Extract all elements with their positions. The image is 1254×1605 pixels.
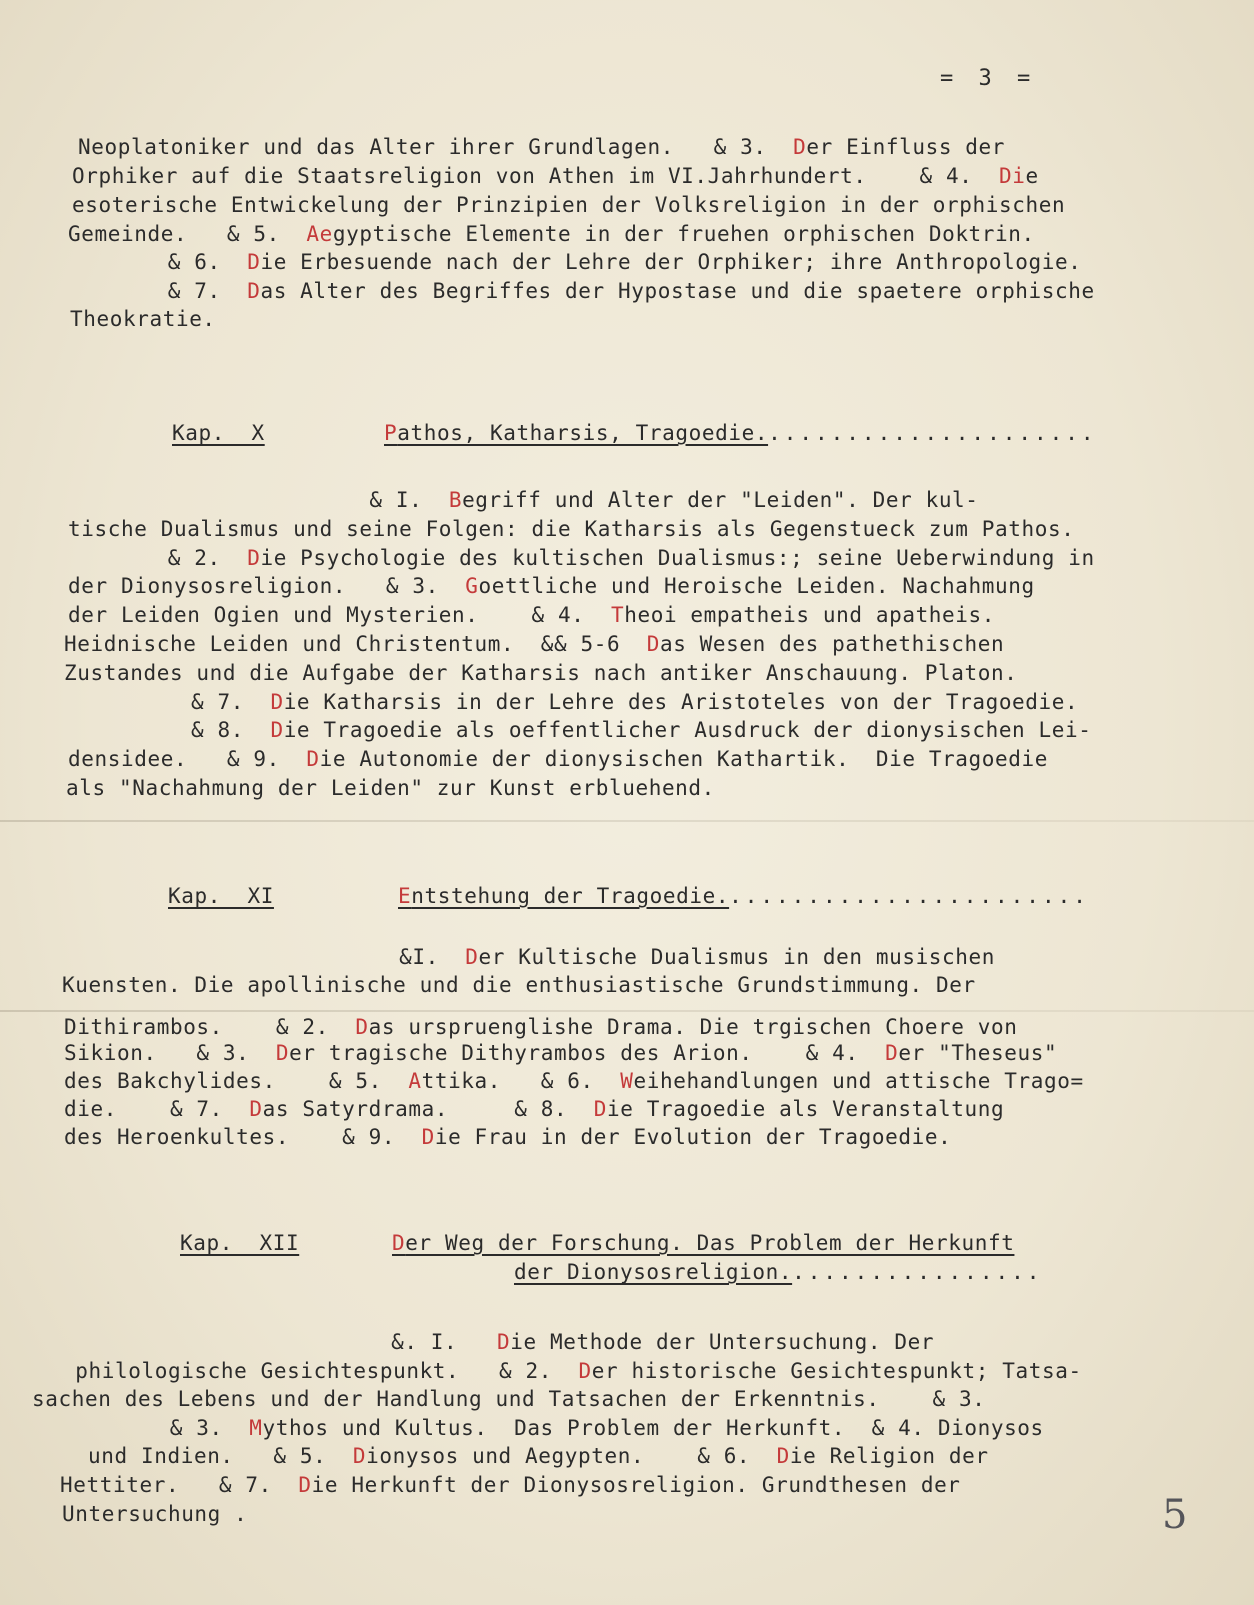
red-initial: D — [392, 1231, 406, 1255]
text-line — [64, 1071, 1084, 1092]
chapter-title — [514, 1260, 1042, 1284]
text-line — [66, 778, 715, 799]
text-run: Heidnische Leiden und Christentum. && 5-6 — [64, 632, 647, 656]
text-line — [78, 137, 1005, 158]
text-run: & 3. — [130, 1416, 250, 1440]
text-run: Dithirambos. & 2. — [64, 1015, 356, 1039]
red-initial: D — [249, 1097, 263, 1121]
text-run: & 2. — [128, 546, 248, 570]
red-initial: D — [421, 1125, 435, 1149]
paper-fold — [0, 820, 1254, 822]
text-line — [68, 224, 1035, 245]
red-initial: D — [247, 546, 261, 570]
text-line — [64, 1099, 1004, 1120]
red-initial: Di — [999, 164, 1026, 188]
red-initial: B — [448, 488, 463, 512]
text-run: & 6. — [128, 250, 248, 274]
text-line — [62, 1361, 1082, 1382]
red-initial: D — [793, 135, 807, 159]
red-initial: T — [610, 603, 625, 627]
paper-fold — [0, 1010, 1254, 1012]
text-run: ythos und Kultus. Das Problem der Herkunft. & 4. Dionysos — [262, 1416, 1044, 1440]
text-run: as Alter des Begriffes der Hypostase und die spaetere orphische — [260, 279, 1095, 303]
text-run: densidee. & 9. — [68, 747, 307, 771]
chapter-label: Kap. XI — [168, 884, 274, 908]
text-run: esoterische Entwickelung der Prinzipien der Volksreligion in der orphischen — [72, 193, 1066, 217]
red-initial: D — [885, 1041, 899, 1065]
text-run: ionysos und Aegypten. & 6. — [366, 1444, 777, 1468]
text-run: Kuensten. Die apollinische und die enthusiastische Grundstimmung. Der — [62, 973, 976, 997]
text-run: des Bakchylides. & 5. — [64, 1069, 409, 1093]
text-line — [64, 1127, 951, 1148]
text-line — [68, 519, 1074, 540]
chapter-title-text — [398, 884, 729, 908]
text-run: die. & 7. — [64, 1097, 250, 1121]
text-line — [88, 1446, 989, 1467]
red-initial: A — [408, 1069, 422, 1093]
red-initial: D — [578, 1359, 592, 1383]
text-run: er "Theseus" — [898, 1041, 1058, 1065]
text-run: er Weg der Forschung. Das Problem der Herkunft — [405, 1231, 1015, 1255]
text-run: & 7. — [138, 690, 271, 714]
text-run: ie Erbesuende nach der Lehre der Orphiker; ihre Anthropologie. — [260, 250, 1082, 274]
text-run: athos, Katharsis, Tragoedie. — [397, 421, 769, 445]
text-line — [68, 576, 1035, 597]
text-run: & I. — [78, 488, 449, 512]
text-line — [128, 281, 1095, 302]
chapter-title-text — [384, 421, 768, 445]
text-run: Gemeinde. & 5. — [68, 222, 307, 246]
text-line — [78, 490, 979, 511]
text-run: ie Herkunft der Dionysosreligion. Grundthesen der — [311, 1473, 961, 1497]
text-line — [60, 1475, 961, 1496]
red-initial: D — [593, 1097, 607, 1121]
text-run: Orphiker auf die Staatsreligion von Athen im VI.Jahrhundert. & 4. — [72, 164, 1000, 188]
red-initial: D — [646, 632, 660, 656]
red-initial: D — [247, 250, 261, 274]
red-initial: D — [298, 1473, 312, 1497]
red-initial: D — [275, 1041, 290, 1065]
red-initial: D — [497, 1330, 511, 1354]
red-initial: W — [620, 1069, 634, 1093]
red-initial: D — [776, 1444, 790, 1468]
text-run: & 7. — [128, 279, 248, 303]
text-line — [68, 749, 1048, 770]
text-line — [72, 166, 1039, 187]
chapter-title-text — [392, 1231, 1014, 1255]
text-run: oettliche und Heroische Leiden. Nachahmung — [478, 574, 1035, 598]
text-line — [130, 1418, 1044, 1439]
text-run: sachen des Lebens und der Handlung und Tatsachen der Erkenntnis. & 3. — [32, 1387, 986, 1411]
text-line — [32, 1389, 986, 1410]
text-run: und Indien. & 5. — [88, 1444, 353, 1468]
text-run: ie Religion der — [789, 1444, 989, 1468]
text-line — [62, 975, 976, 996]
text-run: heoi empatheis und apatheis. — [624, 603, 996, 627]
text-line — [64, 1017, 1018, 1038]
text-run: eihehandlungen und attische Trago= — [633, 1069, 1084, 1093]
red-initial: Ae — [306, 222, 333, 246]
text-line — [68, 947, 995, 968]
text-line — [64, 663, 1018, 684]
text-run: Sikion. & 3. — [64, 1041, 276, 1065]
text-run: Zustandes und die Aufgabe der Katharsis nach antiker Anschauung. Platon. — [64, 661, 1018, 685]
red-initial: M — [249, 1416, 263, 1440]
text-line — [128, 252, 1082, 273]
text-run: der Dionysosreligion. & 3. — [68, 574, 466, 598]
text-line — [68, 605, 995, 626]
text-line — [72, 195, 1065, 216]
leader-dots: ....................... — [729, 884, 1089, 908]
text-run: Theokratie. — [70, 307, 216, 331]
text-run: Neoplatoniker und das Alter ihrer Grundlagen. & 3. — [78, 135, 794, 159]
text-run: ie Methode der Untersuchung. Der — [510, 1330, 935, 1354]
text-line — [70, 309, 216, 330]
text-run: ie Frau in der Evolution der Tragoedie. — [434, 1125, 952, 1149]
leader-dots: ................ — [792, 1260, 1043, 1284]
text-line — [60, 1332, 934, 1353]
text-run: der Dionysosreligion. — [514, 1260, 793, 1284]
text-run: er Einfluss der — [806, 135, 1006, 159]
text-run: als "Nachahmung der Leiden" zur Kunst erbluehend. — [66, 776, 715, 800]
text-run: er Kultische Dualismus in den musischen — [478, 945, 996, 969]
red-initial: D — [352, 1444, 367, 1468]
text-line — [128, 548, 1095, 569]
text-line — [138, 720, 1092, 741]
red-initial: D — [306, 747, 320, 771]
chapter-title — [384, 421, 1097, 445]
text-run: &. I. — [60, 1330, 498, 1354]
text-run: des Heroenkultes. & 9. — [64, 1125, 422, 1149]
chapter-title — [398, 884, 1089, 908]
text-run: ie Psychologie des kultischen Dualismus:; seine Ueberwindung in — [260, 546, 1095, 570]
folio-handwritten: 5 — [1162, 1492, 1188, 1538]
text-run: egriff und Alter der "Leiden". Der kul- — [462, 488, 979, 512]
chapter-title-text — [514, 1260, 792, 1284]
red-initial: D — [270, 718, 284, 742]
text-run: ie Autonomie der dionysischen Kathartik. Die Tragoedie — [319, 747, 1049, 771]
text-run: ntstehung der Tragoedie. — [411, 884, 730, 908]
text-run: as urspruenglishe Drama. Die trgischen Choere von — [368, 1015, 1018, 1039]
text-line — [64, 1043, 1057, 1064]
red-initial: D — [355, 1015, 369, 1039]
text-run: ttika. & 6. — [421, 1069, 621, 1093]
text-run: ie Tragoedie als oeffentlicher Ausdruck der dionysischen Lei- — [283, 718, 1092, 742]
text-run: er tragische Dithyrambos des Arion. & 4. — [289, 1041, 886, 1065]
red-initial: E — [398, 884, 412, 908]
text-run: er historische Gesichtespunkt; Tatsa- — [591, 1359, 1082, 1383]
text-run: Untersuchung . — [62, 1502, 248, 1526]
red-initial: G — [465, 574, 479, 598]
text-run: as Wesen des pathethischen — [659, 632, 1005, 656]
text-run: & 8. — [138, 718, 271, 742]
red-initial: D — [247, 279, 261, 303]
text-run: ie Katharsis in der Lehre des Aristoteles von der Tragoedie. — [283, 690, 1079, 714]
leader-dots: ..................... — [768, 421, 1097, 445]
text-run: der Leiden Ogien und Mysterien. & 4. — [68, 603, 611, 627]
text-run: Hettiter. & 7. — [60, 1473, 299, 1497]
text-run: philologische Gesichtespunkt. & 2. — [62, 1359, 579, 1383]
text-run: ie Tragoedie als Veranstaltung — [606, 1097, 1005, 1121]
red-initial: D — [465, 945, 479, 969]
text-run: gyptische Elemente in der fruehen orphischen Doktrin. — [332, 222, 1035, 246]
text-run: tische Dualismus und seine Folgen: die Katharsis als Gegenstueck zum Pathos. — [68, 517, 1075, 541]
text-line — [62, 1504, 247, 1525]
text-run: e — [1025, 164, 1039, 188]
chapter-title — [392, 1231, 1014, 1255]
red-initial: P — [384, 421, 398, 445]
page-number: = 3 = — [940, 66, 1037, 91]
text-line — [138, 692, 1078, 713]
chapter-label: Kap. X — [172, 421, 265, 445]
red-initial: D — [270, 690, 284, 714]
text-run: as Satyrdrama. & 8. — [262, 1097, 594, 1121]
text-line — [64, 634, 1004, 655]
text-run: &I. — [68, 945, 466, 969]
chapter-label: Kap. XII — [180, 1231, 300, 1255]
